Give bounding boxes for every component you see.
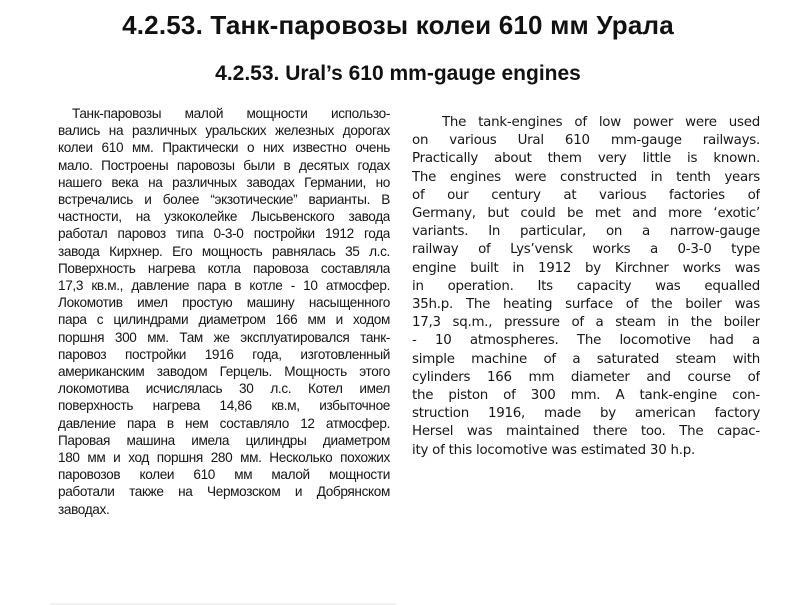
text-line: поршня 300 мм. Там же эксплуатировался танк- (58, 329, 390, 345)
text-line: Practically about them very little is known. (412, 151, 760, 167)
text-line: Паровая машина имела цилиндры диаметром (58, 432, 390, 448)
text-line: Germany, but could be met and more ‘exotic’ (412, 206, 760, 222)
text-line: работали также на Чермозском и Добрянском (58, 484, 390, 500)
text-line: встречались и более “экзотические” варианты. В (58, 192, 390, 208)
text-line: нашего века на различных заводах Германии, но (58, 174, 390, 190)
text-line: давление пара в нем составляло 12 атмосфер. (58, 415, 390, 431)
text-line: variants. In particular, on a narrow-gauge (412, 224, 760, 240)
text-line: 180 мм и ход поршня 280 мм. Несколько похожих (58, 450, 390, 466)
text-line: The tank-engines of low power were used (442, 115, 760, 130)
page-title-russian: 4.2.53. Танк-паровозы колеи 610 мм Урала (122, 10, 674, 40)
text-line: on various Ural 610 mm-gauge railways. (412, 133, 760, 149)
text-line: 17,3 кв.м., давление пара в котле - 10 атмосфер. (58, 278, 390, 294)
text-line: struction 1916, made by american factory (412, 406, 760, 422)
text-line: 17,3 sq.m., pressure of a steam in the boiler (412, 315, 760, 331)
text-line: паровоз постройки 1916 года, изготовленный (58, 346, 390, 362)
text-line: локомотива исчислялась 30 л.с. Котел имел (58, 381, 390, 397)
text-line: пара с цилиндрами диаметром 166 мм и ходом (58, 312, 390, 328)
text-line: частности, на узкоколейке Лысьвенского завода (58, 209, 390, 225)
text-line: of our century at various factories of (412, 187, 760, 203)
page-title-english: 4.2.53. Ural’s 610 mm-gauge engines (215, 62, 581, 85)
text-line: The engines were constructed in tenth years (412, 169, 760, 185)
text-line: американским заводом Герцель. Мощность этого (58, 364, 390, 380)
text-line: мало. Построены паровозы были в десятых годах (58, 157, 390, 173)
text-line: railway of Lys’vensk works a 0-3-0 type (412, 242, 760, 258)
text-line: cylinders 166 mm diameter and course of (412, 369, 760, 385)
english-text-column (412, 114, 760, 460)
text-line: поверхность нагрева 14,86 кв.м, избыточное (58, 398, 390, 414)
russian-text-column (58, 105, 390, 597)
text-line: вались на различных уральских железных дорогах (58, 123, 390, 139)
text-line: in operation. Its capacity was equalled (412, 278, 760, 294)
text-line: ity of this locomotive was estimated 30 h.p. (412, 442, 695, 458)
text-line: - 10 atmospheres. The locomotive had a (412, 333, 760, 349)
text-line: simple machine of a saturated steam with (412, 351, 760, 367)
text-line: колеи 610 мм. Практически о них известно очень (58, 140, 390, 156)
text-line: Hersel was maintained there too. The capac- (412, 424, 760, 440)
text-line: Поверхность нагрева котла паровоза составляла (58, 260, 390, 276)
text-line: Локомотив имел простую машину насыщенного (58, 295, 390, 311)
text-line: заводах. (58, 501, 110, 517)
text-line: engine built in 1912 by Kirchner works was (412, 260, 760, 276)
text-line: паровозов колеи 610 мм малой мощности (58, 467, 390, 483)
text-line: the piston of 300 mm. A tank-engine con- (412, 388, 760, 404)
text-line: 35h.p. The heating surface of the boiler was (412, 297, 760, 313)
text-line: работал паровоз типа 0-3-0 постройки 1912 года (58, 226, 390, 242)
text-line: Танк-паровозы малой мощности использо- (72, 106, 390, 121)
text-line: завода Кирхнер. Его мощность равнялась 35 л.с. (58, 243, 390, 259)
